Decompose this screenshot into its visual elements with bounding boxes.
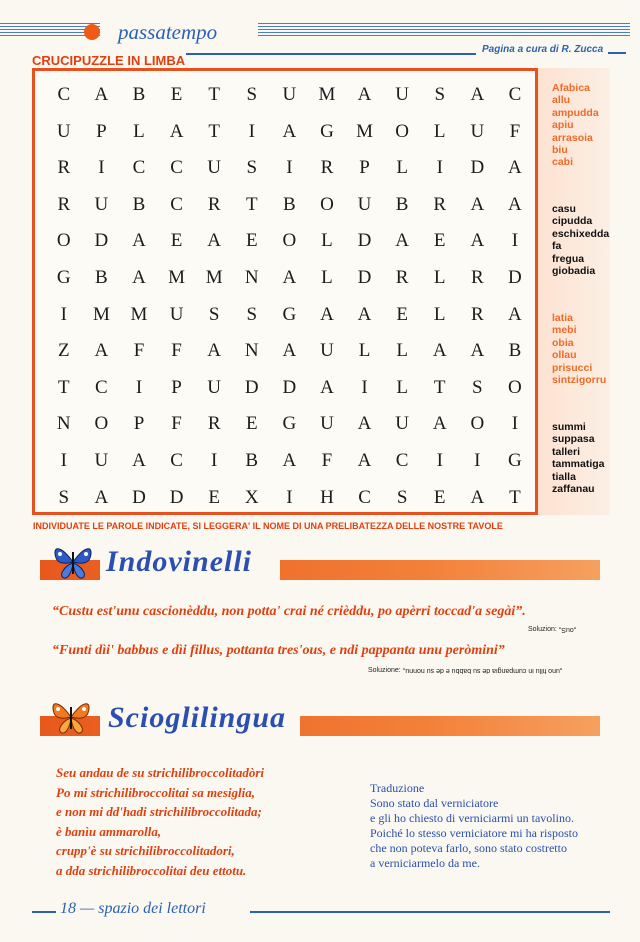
puzzle-cell: I [135,376,143,398]
puzzle-cell: I [286,157,293,179]
puzzle-cell: L [358,340,371,362]
puzzle-cell: T [208,120,220,142]
puzzle-cell: S [246,303,258,325]
translation-line: a verniciarmelo da me. [370,856,480,870]
puzzle-cell: E [245,230,258,252]
translation-line: e gli ho chiesto di verniciarmi un tavolino. [370,811,574,825]
word-group [552,421,605,495]
puzzle-cell: B [95,266,108,288]
puzzle-cell: U [320,340,334,362]
section-rule [186,53,476,55]
puzzle-cell: C [57,84,71,105]
poem-line: è banìu ammarolla, [56,823,162,839]
poem-line: crupp'è su strichilibroccolitadori, [56,843,235,858]
puzzle-cell: E [396,303,408,325]
puzzle-cell: O [320,193,334,215]
puzzle-cell: M [130,303,148,325]
puzzle-cell: A [282,266,297,288]
puzzle-cell: R [207,193,221,215]
puzzle-cell: A [395,230,409,252]
puzzle-cell: D [357,266,372,288]
riddle-2-solution-text: „uno fillu in cumpangia de su babbu e de su nonnu„ [402,667,562,674]
puzzle-cell: I [511,413,519,435]
puzzle-cell: O [282,230,297,252]
puzzle-cell: T [433,376,446,398]
puzzle-cell: A [470,230,485,252]
puzzle-cell: A [508,303,522,325]
puzzle-cell: U [395,413,409,435]
puzzle-cell: A [132,230,146,252]
puzzle-cell: D [244,376,259,398]
puzzle-cell: O [470,413,485,435]
puzzle-cell: X [244,486,259,508]
puzzle-cell: A [357,303,372,325]
puzzle-cell: A [432,413,447,435]
puzzle-cell: L [321,266,333,288]
credit-rule [608,52,626,54]
word-item: tammatiga [552,458,605,471]
footer-label: spazio dei lettori [98,900,206,917]
riddle-1-text: “Custu est'unu cascionèddu, non potta' crai né crièddu, po apèrri toccad'a segài”. [52,604,526,619]
puzzle-cell: C [508,84,522,105]
puzzle-cell: T [57,376,70,398]
puzzle-cell: S [396,486,408,508]
word-item: casu [552,203,576,215]
puzzle-cell: I [248,120,255,142]
puzzle-cell: B [132,193,146,215]
footer: 18 — spazio dei lettori [60,900,206,917]
orange-butterfly-icon [48,697,94,737]
puzzle-cell: L [433,303,446,325]
puzzle-cell: A [207,230,222,252]
poem-line: a dda strichilibroccolitai deu ettotu. [56,862,247,878]
word-item: cipudda [552,215,593,228]
scioglilingua-poem [56,763,264,880]
translation-line: Poiché lo stesso verniciatore mi ha risposto [370,826,578,840]
puzzle-cell: A [94,340,109,362]
puzzle-cell: C [170,449,183,471]
puzzle-cell: B [132,84,146,105]
puzzle-cell: A [132,449,146,471]
word-item: latia [552,312,574,324]
puzzle-cell: O [94,413,109,435]
word-item: cabi [552,156,574,169]
puzzle-cell: D [357,230,372,252]
puzzle-cell: L [396,157,408,179]
word-item: ampudda [552,106,599,119]
puzzle-cell: A [94,486,109,508]
puzzle-cell: R [395,266,409,288]
puzzle-cell: U [207,157,222,179]
puzzle-cell: T [245,193,258,215]
puzzle-cell: P [359,157,370,179]
footer-rule-left [32,911,56,913]
puzzle-cell: A [132,266,146,288]
puzzle-cell: G [56,266,71,288]
riddle-1-solution-label: Soluzion: [528,626,557,633]
puzzle-cell: B [245,449,259,471]
word-item: arrasoia [552,131,593,144]
puzzle-cell: I [361,376,368,398]
puzzle-cell: U [282,84,297,105]
puzzle-cell: R [57,157,71,179]
puzzle-cell: U [94,449,109,471]
puzzle-cell: D [470,157,485,179]
puzzle-cell: M [205,266,223,288]
puzzle-cell: S [58,486,70,508]
puzzle-cell: A [470,193,485,215]
puzzle-cell: G [282,303,297,325]
puzzle-cell: I [286,486,293,508]
indovinelli-title: Indovinelli [106,545,253,578]
puzzle-cell: A [470,486,485,508]
puzzle-cell: C [170,193,183,215]
puzzle-cell: T [208,84,220,105]
puzzle-cell: C [95,376,108,398]
puzzle-cell: S [246,157,258,179]
puzzle-cell: U [320,413,334,435]
puzzle-cell: L [133,120,145,142]
word-item: zaffanau [552,483,595,496]
puzzle-cell: E [433,486,446,508]
puzzle-cell: P [96,120,107,142]
puzzle-cell: S [246,84,258,105]
puzzle-cell: I [60,303,67,325]
puzzle-cell: S [434,84,446,105]
section-title: CRUCIPUZZLE IN LIMBA [32,53,186,68]
puzzle-cell: G [282,413,297,435]
puzzle-cell: D [508,266,522,288]
puzzle-cell: C [395,449,409,471]
puzzle-cell: M [92,303,110,325]
riddle-1-solution-text: „ouS„ [558,626,576,633]
puzzle-cell: M [356,120,373,142]
puzzle-cell: I [511,230,519,252]
riddle-2-solution-label: Soluzione: [368,667,401,674]
puzzle-cell: O [56,230,71,252]
puzzle-cell: E [208,486,220,508]
scioglilingua-title: Scioglilingua [108,701,287,734]
puzzle-cell: A [432,340,447,362]
puzzle-cell: D [132,486,146,508]
puzzle-cell: B [508,340,522,362]
page-credit: Pagina a cura di R. Zucca [482,44,604,55]
header-rule-right [258,23,630,37]
puzzle-cell: A [357,84,372,105]
puzzle-cell: E [245,413,258,435]
word-item: tialla [552,470,576,483]
puzzle-cell: L [396,376,408,398]
header-dot-icon [84,24,100,40]
puzzle-cell: P [133,413,145,435]
word-item: allu [552,94,571,107]
puzzle-cell: F [509,120,521,142]
word-group [552,203,609,277]
puzzle-cell: A [282,449,297,471]
puzzle-cell: S [208,303,220,325]
puzzle-cell: L [433,266,446,288]
puzzle-cell: I [474,449,481,471]
puzzle-cell: C [132,157,146,179]
puzzle-cell: O [508,376,522,398]
puzzle-cell: A [470,84,485,105]
puzzle-cell: D [282,376,297,398]
puzzle-cell: E [433,230,446,252]
word-item: suppasa [552,433,595,446]
word-item: eschixedda [552,227,610,240]
translation-block [370,781,578,871]
puzzle-cell: R [207,413,221,435]
blue-butterfly-icon [50,542,96,582]
puzzle-cell: U [395,84,409,105]
translation-line: Sono stato dal verniciatore [370,796,499,810]
puzzle-cell: N [244,340,259,362]
puzzle-cell: A [470,340,485,362]
word-item: apiu [552,119,574,132]
word-item: Afabica [552,82,590,94]
puzzle-grid [45,82,534,521]
puzzle-cell: U [470,120,485,142]
puzzle-cell: G [508,449,522,471]
puzzle-cell: I [436,449,443,471]
puzzle-cell: G [320,120,334,142]
puzzle-cell: T [509,486,521,508]
puzzle-cell: F [133,340,145,362]
puzzle-cell: A [320,303,334,325]
puzzle-cell: I [98,157,105,179]
puzzle-cell: R [470,303,484,325]
puzzle-cell: F [171,340,182,362]
puzzle-cell: A [94,84,109,105]
puzzle-cell: N [56,413,71,435]
word-item: ollau [552,349,577,362]
puzzle-cell: A [282,120,297,142]
puzzle-cell: A [207,340,222,362]
puzzle-cell: S [472,376,483,398]
puzzle-cell: N [244,266,259,288]
riddle-2-text: “Funti dìi' babbus e dìi fillus, pottanta tres'ous, e ndi pappanta unu peròmini” [52,643,505,658]
word-group [552,82,599,169]
puzzle-cell: L [321,230,333,252]
puzzle-cell: U [207,376,222,398]
puzzle-cell: A [320,376,334,398]
page-number: 18 [60,900,76,917]
puzzle-cell: U [357,193,372,215]
puzzle-cell: U [169,303,184,325]
word-item: fa [552,240,562,253]
puzzle-cell: L [396,340,408,362]
puzzle-cell: B [283,193,296,215]
poem-line: Seu andau de su strichilibroccolitadòri [56,765,265,780]
puzzle-cell: A [282,340,297,362]
puzzle-cell: E [170,84,183,105]
puzzle-instructions: INDIVIDUATE LE PAROLE INDICATE, SI LEGGERA' IL NOME DI UNA PRELIBATEZZA DELLE NOSTRE TAVOLE [33,521,503,531]
puzzle-cell: U [56,120,71,142]
translation-line: che non poteva farlo, sono stato costretto [370,841,567,855]
puzzle-cell: P [171,376,182,398]
puzzle-cell: R [470,266,484,288]
riddle-1-solution [528,626,576,633]
puzzle-cell: M [168,266,186,288]
puzzle-cell: C [358,486,371,508]
poem-line: Po mi strichilibroccolitai sa mesiglia, [56,784,255,800]
puzzle-cell: I [60,449,67,471]
puzzle-cell: I [211,449,218,471]
riddle-2-solution [368,667,562,674]
puzzle-cell: H [320,486,334,508]
word-group [552,312,606,386]
word-item: obia [552,336,574,349]
puzzle-cell: R [433,193,447,215]
puzzle-cell: L [433,120,446,142]
footer-rule-right [250,911,610,913]
puzzle-cell: D [169,486,184,508]
word-item: summi [552,421,586,433]
puzzle-cell: I [436,157,443,179]
puzzle-cell: E [170,230,183,252]
puzzle-cell: M [318,84,336,105]
puzzle-cell: U [94,193,109,215]
word-item: biu [552,144,568,157]
puzzle-cell: Z [57,340,70,362]
puzzle-cell: A [169,120,184,142]
translation-title: Traduzione [370,781,425,795]
word-item: giobadia [552,265,596,278]
word-item: prisucci [552,361,593,374]
puzzle-cell: A [508,193,522,215]
poem-line: e non mi dd'hadi strichilibroccolitada; [56,804,262,819]
puzzle-cell: A [357,449,372,471]
page-title: passatempo [118,20,218,44]
word-item: mebi [552,324,577,337]
puzzle-cell: A [508,157,522,179]
puzzle-cell: O [395,120,409,142]
puzzle-cell: A [357,413,372,435]
word-item: fregua [552,252,585,265]
puzzle-cell: R [57,193,71,215]
puzzle-cell: F [321,449,333,471]
word-item: sintzigorru [552,374,607,387]
puzzle-cell: B [395,193,409,215]
puzzle-cell: C [170,157,183,179]
puzzle-cell: R [320,157,334,179]
puzzle-cell: D [94,230,109,252]
puzzle-cell: F [171,413,182,435]
word-item: talleri [552,445,581,458]
